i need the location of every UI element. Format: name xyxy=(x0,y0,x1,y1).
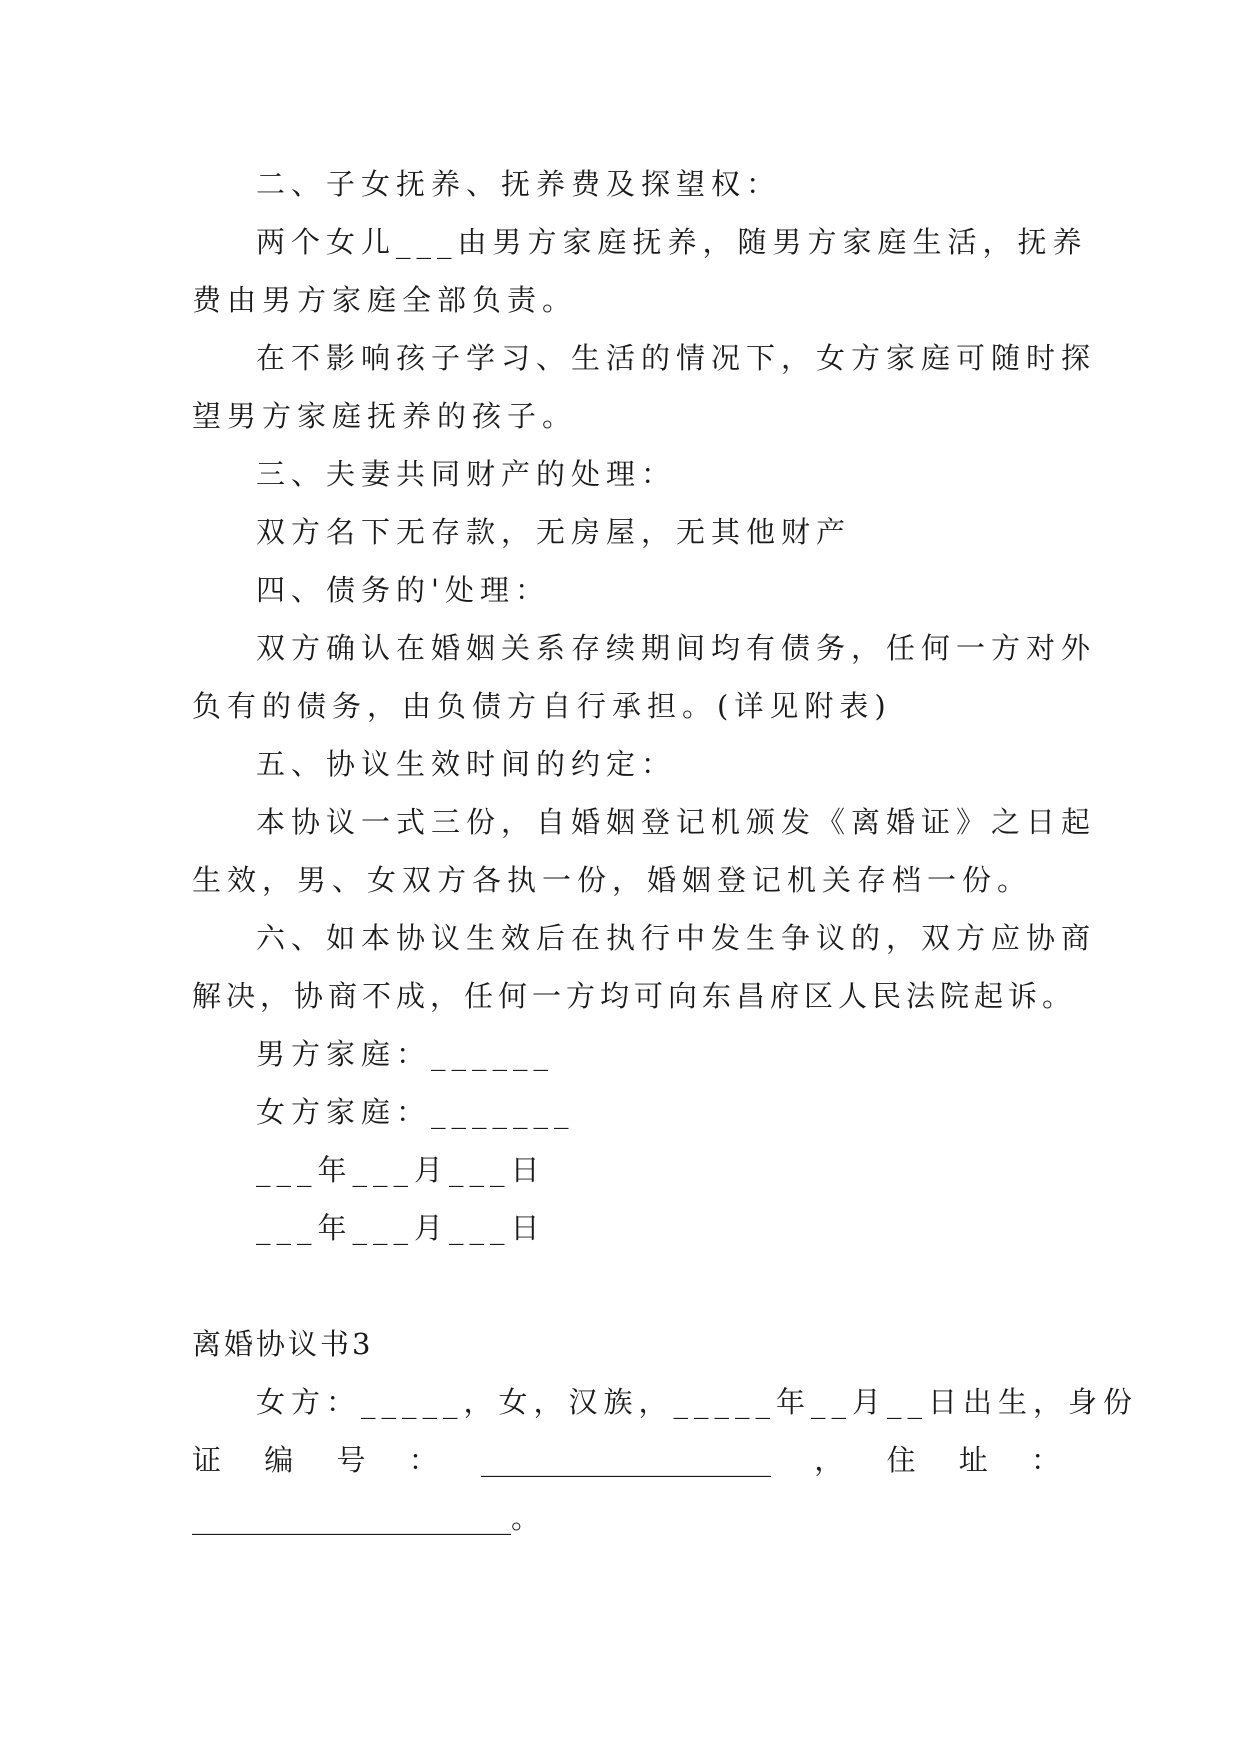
document-body xyxy=(192,155,1139,1547)
id-row-cell: 住 xyxy=(886,1443,916,1477)
id-row-cell: ： xyxy=(408,1443,438,1477)
paragraph-line: 双方确认在婚姻关系存续期间均有债务，任何一方对外 xyxy=(256,631,1097,665)
paragraph-line: 双方名下无存款，无房屋，无其他财产 xyxy=(256,515,852,549)
paragraph-line: 六、如本协议生效后在执行中发生争议的，双方应协商 xyxy=(256,921,1097,955)
paragraph-line: 两个女儿___由男方家庭抚养，随男方家庭生活，抚养 xyxy=(256,225,1088,259)
paragraph-line: 女方：_____，女，汉族，_____年__月__日出生，身份 xyxy=(256,1385,1139,1419)
id-number-blank: ____________________ xyxy=(481,1443,771,1477)
id-row-cell: ， xyxy=(814,1443,844,1477)
section-heading-property: 三、夫妻共同财产的处理： xyxy=(256,457,677,491)
paragraph-line: 望男方家庭抚养的孩子。 xyxy=(192,399,578,433)
address-blank-line: ______________________。 xyxy=(192,1501,541,1535)
id-row-cell: 址 xyxy=(958,1443,988,1477)
signature-male: 男方家庭：______ xyxy=(256,1037,555,1071)
paragraph-line: 费由男方家庭全部负责。 xyxy=(192,283,578,317)
id-row-cell: 号 xyxy=(336,1443,366,1477)
section-heading-children: 二、子女抚养、抚养费及探望权： xyxy=(256,167,782,201)
section-heading-effective: 五、协议生效时间的约定： xyxy=(256,747,677,781)
paragraph-line: 在不影响孩子学习、生活的情况下，女方家庭可随时探 xyxy=(256,341,1097,375)
id-row-cell: 证 xyxy=(192,1443,222,1477)
id-row-cell: 编 xyxy=(264,1443,294,1477)
paragraph-line: 本协议一式三份，自婚姻登记机颁发《离婚证》之日起 xyxy=(256,805,1097,839)
paragraph-line: 负有的债务，由负债方自行承担。(详见附表) xyxy=(192,689,892,723)
section-title: 离婚协议书3 xyxy=(192,1327,374,1361)
date-line: ___年___月___日 xyxy=(256,1211,546,1245)
id-address-row xyxy=(192,1431,1060,1489)
date-line: ___年___月___日 xyxy=(256,1153,546,1187)
paragraph-line: 生效，男、女双方各执一份，婚姻登记机关存档一份。 xyxy=(192,863,1033,897)
section-heading-debt: 四、债务的'处理： xyxy=(256,573,550,607)
paragraph-line: 解决，协商不成，任何一方均可向东昌府区人民法院起诉。 xyxy=(192,979,1077,1013)
id-row-cell: ： xyxy=(1030,1443,1060,1477)
signature-female: 女方家庭：_______ xyxy=(256,1095,575,1129)
